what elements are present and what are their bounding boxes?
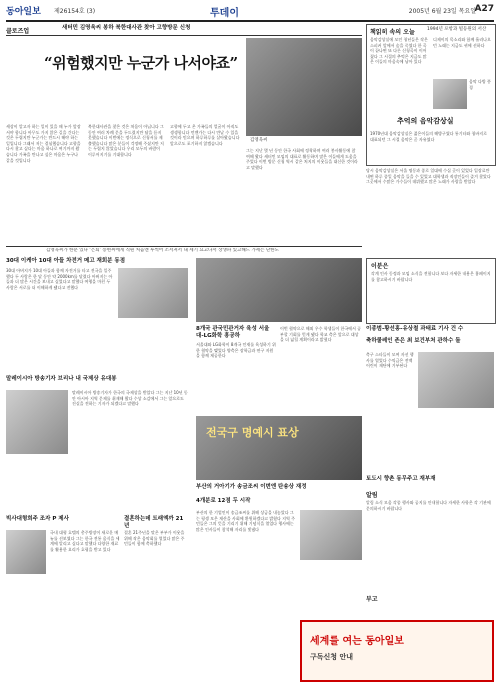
lead-body-col-1: 세상이 알고자 하는 일이 있을 때 누가 앞장서야 합니다 아무도 가지 않은 길을 간다는 것은 두렵지만 누군가는 반드시 해야 하는 일입니다 그래서 저는 결심했습니다 고향을 다시 찾고 싶다는 마음 하나로 여기까지 왔습니다 가족을 만나고 싶은 마음은 누구나 같을 것입니다 <box>6 124 81 163</box>
subscription-ad[interactable] <box>300 620 494 682</box>
banner-text: 전국구 명예시 표상 <box>206 426 299 439</box>
story-headline-1: 30대 이케아 10대 아들 차전거 메고 재회분 동점 <box>6 258 126 264</box>
story-headline-10: 결혼하는데 트래엑까 21 년 <box>124 516 184 529</box>
story-body-1: 30대 아버지가 10대 아들과 함께 자전거를 타고 전국을 일주했다 두 사람은 한 달 동안 약 2000km를 달렸다 아버지는 아들과 더 많은 시간을 보내고 싶었다고 말했다 여행을 마친 두 사람은 서로를 더 이해하게 됐다고 전했다 <box>6 268 113 290</box>
newspaper-logo: 동아일보 <box>6 7 41 17</box>
story-headline-9: 빅사대형희주 조자 P 제사 <box>6 516 69 522</box>
story-headline-4: 이종범-황선홍-유상철 과태료 기사 건 수 <box>366 326 464 332</box>
group-photo <box>196 258 362 322</box>
lead-body-col-4: 그는 지난 몇 년 동안 한국 사회에 정착하며 여러 봉사활동에 참여해 왔다 새터민 모임의 대표로 활동하며 많은 이들에게 도움을 주었다 이번 방문 신청 역시 같은 처지의 이웃들을 대신한 것이라고 말했다 <box>246 148 358 170</box>
lead-quote: “위험했지만 누군가 나서야죠” <box>44 54 238 72</box>
lead-body-col-3: 고향에 두고 온 가족들의 얼굴이 아직도 생생합니다 언젠가는 다시 만날 수 있을 것이라 믿으며 하루하루를 살아왔습니다 앞으로도 포기하지 않겠습니다 <box>170 124 240 146</box>
column-title: 추억의 음악감상실 <box>397 117 454 125</box>
story-photo-3 <box>6 390 68 454</box>
divider <box>6 246 362 247</box>
column-box <box>366 24 496 166</box>
story-body-9: 국내 대형 호텔의 총주방장이 새로운 메뉴를 선보였다 그는 한국 전통 음식을 세계에 알리고 싶다고 말했다 다양한 재료를 활용한 요리가 호평을 받고 있다 <box>50 530 120 552</box>
obituary-title: 부고 <box>366 596 378 603</box>
issue-date: 2005년 6월 23일 목요일 <box>408 8 476 15</box>
sidebar-body: 각계 인사 동정과 모임 소식을 전합니다 보다 자세한 내용은 홈페이지를 참고하시기 바랍니다 <box>371 271 491 282</box>
ad-headline: 세계를 여는 동아일보 <box>310 636 404 647</box>
story-headline-3: 말레이시아 방송기자 브리나 내 국제상 유대봉 <box>6 376 117 382</box>
story-headline-6: 부산의 거아기가 송금조씨 이번엔 탄송상 재정 <box>196 484 307 490</box>
column-body-5: 당시 음악감상실은 서울 명동과 종로 일대에 수십 곳이 있었다 입장료만 내면 하루 종일 음악을 들을 수 있었고 대학생과 직장인들이 즐겨 찾았다 그곳에서 수많은 가수들이 데뷔했고 많은 노래가 사랑을 받았다 <box>366 168 491 185</box>
story-headline-7: 4개분로 12점 두 시작 <box>196 498 251 504</box>
lead-story <box>6 24 362 254</box>
column-photo <box>433 79 467 109</box>
story-body-6: 부산의 한 기업인이 송금조씨를 위해 상금을 내놓았다 그는 평생 모은 재산을 사회에 환원하겠다고 밝혔다 지역 주민들은 그의 뜻을 기리기 위해 기념식을 열었다 행사에는 많은 인사들이 참석해 자리를 빛냈다 <box>196 510 296 532</box>
lead-body-col-2: 북한대사관을 찾은 것은 처음이 아닙니다 그동안 여러 차례 문을 두드렸지만 답을 듣지 못했습니다 이번에는 정식으로 신청서를 제출했습니다 많은 분들이 걱정해 주셨지만 저는 두렵지 않았습니다 우리 모두의 바람이 이루어지기를 기대합니다 <box>88 124 164 157</box>
ad-subheadline: 구독신청 안내 <box>310 653 354 661</box>
notices-title: 알림 <box>366 492 378 499</box>
masthead <box>6 4 494 22</box>
story-photo-4 <box>418 352 494 408</box>
column-body-3: 음악 다방 풍경 <box>469 79 491 90</box>
lead-headline: 새터민 김영욱씨 봉하 북한대사관 찾아 고향방문 신청 <box>62 25 191 31</box>
sidebar-box <box>366 258 496 324</box>
column-body-2: 디제이의 목소리와 함께 흘러나오던 노래는 지금도 귀에 선하다 <box>433 37 491 48</box>
story-photo-6 <box>300 510 362 560</box>
story-body-2: 서울대와 LG화학이 8개국 인재를 육성하기 위한 협약을 맺었다 양측은 장학금과 연구 지원을 함께 제공한다 <box>196 342 276 359</box>
column-body-1: 음악감상실에 모인 청년들은 작은 스피커 앞에서 숨을 죽였다 한 곡이 끝나면 또 다른 신청곡이 이어졌다 그 시절의 추억은 지금도 많은 이들의 마음속에 남아 있다 <box>370 37 428 65</box>
photo-caption: 김영욱씨 <box>250 138 268 143</box>
section-title: 투데이 <box>210 8 239 19</box>
story-body-2b: 이번 협약으로 해외 우수 학생들이 한국에서 공부할 기회를 얻게 됐다 학교 측은 앞으로 대상을 더 넓힐 계획이라고 밝혔다 <box>280 326 362 343</box>
lead-kicker: 클로즈업 <box>6 28 30 35</box>
portrait-photo <box>246 38 362 136</box>
column-kicker: 책읽히 속의 오늘 <box>370 29 415 36</box>
column-body-4: 1970년대 음악감상실은 젊은이들의 해방구였다 통기타와 청바지로 대표되던 그 시절 음악은 곧 자유였다 <box>370 131 487 142</box>
page-number: A27 <box>474 4 494 14</box>
column-kicker-sub: 1994년 포항과 빌등원의 서산 <box>427 27 487 32</box>
story-photo-1 <box>118 268 188 318</box>
issue-number: 제26154호 (3) <box>54 8 96 15</box>
story-photo-9 <box>6 530 46 574</box>
story-body-3: 말레이시아 방송기자가 한국의 국제상을 받았다 그는 지난 10년 동안 아시아 지역 문제를 취재해 왔다 수상 소감에서 그는 앞으로도 진실을 전하는 기자가 되겠다고 말했다 <box>72 390 188 407</box>
banner-photo <box>196 416 362 480</box>
notices-body: 알림 소식 모음 각종 행사와 공지를 안내합니다 자세한 사항은 각 기관에 문의하시기 바랍니다 <box>366 500 491 511</box>
lead-subheadline: 김영욱씨가 한분 있다 ‘은퇴’ 송현씨에게 직원 처음엔 투쩍어 소서져서 내 세기 요고나서 상생파 있고해드 가세는 단한도 <box>46 248 279 253</box>
story-body-4: 축구 스타들이 모여 자선 행사를 열었다 수익금은 전액 어린이 재단에 기부된다 <box>366 352 414 369</box>
story-headline-2: 8개국 관국민관거자 육성 서울대-LG화학 흥공하 <box>196 326 270 339</box>
story-body-10: 결혼 21주년을 맞은 부부가 이웃을 위해 작은 음악회를 열었다 많은 주민들이 함께 축하했다 <box>124 530 185 547</box>
story-headline-5: 축하쿨레인 존은 최 보건부처 관하수 돌 <box>366 338 461 344</box>
story-headline-8: 토도시 향촌 동무주고 재부재 <box>366 476 436 482</box>
divider <box>6 35 362 36</box>
sidebar-title: 이분은 <box>371 263 389 270</box>
